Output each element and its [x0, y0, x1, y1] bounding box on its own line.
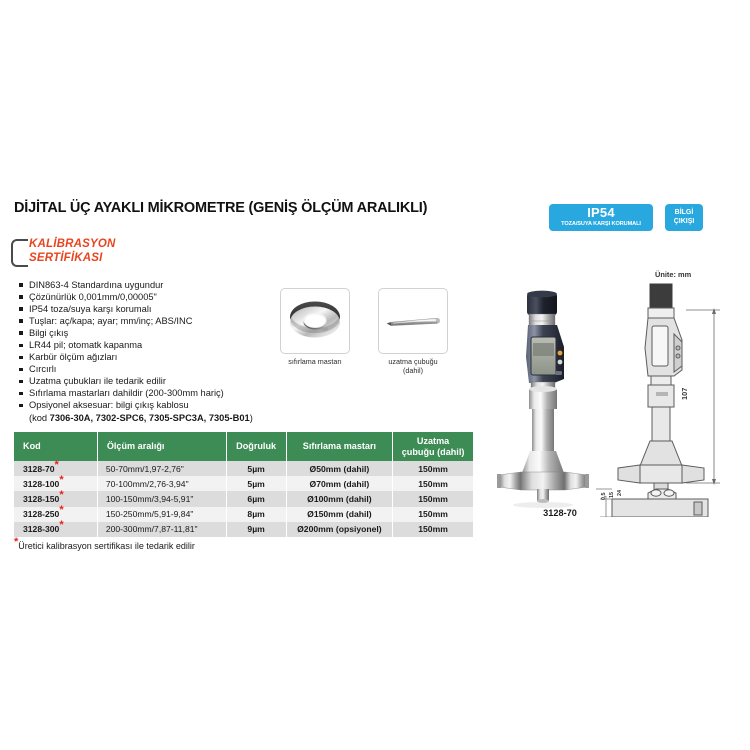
feature-item: [18, 279, 288, 291]
bullet-icon: [19, 356, 23, 360]
cell-olcum-araligi: 100-150mm/3,94-5,91": [97, 491, 226, 506]
cell-mastar-value: Ø100mm (dahil): [307, 493, 372, 504]
bullet-icon: [19, 392, 23, 396]
cell-dogruluk: 8µm: [226, 507, 286, 522]
cell-kod: [14, 473, 97, 491]
table-footnote: [14, 536, 195, 551]
product-photo-caption: 3128-70: [543, 508, 577, 518]
setting-ring-image: [281, 289, 349, 353]
feature-item-label: Opsiyonel aksesuar: bilgi çıkış kablosu: [29, 400, 189, 411]
cell-olcum-araligi: 50-70mm/1,97-2,76": [97, 461, 226, 476]
calibration-logo-text: [29, 238, 116, 265]
feature-item: [18, 327, 288, 339]
cell-sifirlama-mastari: [286, 491, 392, 506]
page-title: DİJİTAL ÜÇ AYAKLI MİKROMETRE (GENİŞ ÖLÇÜM ARALIKLI): [14, 200, 428, 216]
cell-kod-value: 3128-300: [23, 524, 60, 535]
drawing-unit-label: Ünite: mm: [655, 270, 692, 279]
cell-mastar-value: Ø200mm: [297, 524, 336, 535]
bullet-icon: [19, 319, 23, 323]
row-asterisk: *: [59, 504, 64, 517]
feature-item-label: Uzatma çubukları ile tedarik edilir: [29, 376, 166, 387]
bullet-icon: [19, 380, 23, 384]
cell-mastar-value: Ø70mm (dahil): [309, 478, 370, 489]
cell-dogruluk: 5µm: [226, 476, 286, 491]
cell-dogruluk: 9µm: [226, 522, 286, 537]
bullet-icon: [19, 404, 23, 408]
cell-uzatma-cubugu: 150mm: [393, 507, 473, 522]
feature-item: [18, 303, 288, 315]
feature-item: [18, 387, 288, 399]
column-header-sifirlama-mastari: Sıfırlama mastarı: [286, 432, 392, 461]
accessory-codes-values: 7306-30A, 7302-SPC6, 7305-SPC3A, 7305-B01: [49, 412, 250, 423]
row-asterisk: *: [59, 519, 64, 532]
feature-item: [18, 363, 288, 375]
feature-item: [18, 315, 288, 327]
drawing-dimension-height: 107: [680, 387, 689, 400]
cell-uzatma-cubugu: 150mm: [393, 461, 473, 476]
cell-uzatma-cubugu: 150mm: [393, 491, 473, 506]
data-output-badge-line2: ÇIKIŞI: [673, 218, 695, 225]
accessory-codes-suffix: ): [249, 412, 253, 423]
extension-rod-caption-line1: uzatma çubuğu: [388, 357, 438, 366]
extension-rod-caption: [378, 357, 448, 375]
cell-mastar-note: (opsiyonel): [335, 524, 382, 535]
table-header-row: [14, 432, 473, 461]
cell-dogruluk: 5µm: [226, 461, 286, 476]
drawing-dimension-a: 0,5: [601, 492, 607, 500]
cell-kod-value: 3128-150: [23, 493, 60, 504]
feature-item-label: Karbür ölçüm ağızları: [29, 352, 118, 363]
feature-accessory-codes: [18, 412, 288, 424]
cell-mastar-value: Ø50mm (dahil): [309, 463, 370, 474]
table-row: [14, 491, 473, 506]
column-header-uzatma-line1: Uzatma: [416, 436, 450, 446]
feature-item: [18, 375, 288, 387]
cell-olcum-araligi: 70-100mm/2,76-3,94": [97, 476, 226, 491]
column-header-olcum-araligi: Ölçüm aralığı: [97, 432, 226, 461]
technical-drawing: [590, 262, 750, 517]
bullet-icon: [19, 331, 23, 335]
cell-kod: [14, 458, 97, 476]
cell-kod-value: 3128-250: [23, 509, 60, 520]
feature-item: [18, 399, 288, 411]
cell-sifirlama-mastari: [286, 476, 392, 491]
ip54-badge-subtitle: TOZA/SUYA KARŞI KORUMALI: [561, 221, 641, 227]
cell-olcum-araligi: 150-250mm/5,91-9,84": [97, 507, 226, 522]
feature-list: [18, 279, 288, 424]
column-header-uzatma-cubugu: [393, 432, 473, 461]
table-row: [14, 476, 473, 491]
drawing-dimension-b: 15: [609, 492, 615, 498]
cell-olcum-araligi: 200-300mm/7,87-11,81": [97, 522, 226, 537]
cell-kod-value: 3128-100: [23, 478, 60, 489]
footnote-text: Üretici kalibrasyon sertifikası ile tedarik edilir: [18, 541, 195, 551]
cell-sifirlama-mastari: [286, 461, 392, 476]
setting-ring-caption: sıfırlama mastarı: [288, 357, 342, 366]
bullet-icon: [19, 283, 23, 287]
column-header-kod: Kod: [14, 432, 97, 461]
feature-item-label: Çözünürlük 0,001mm/0,00005": [29, 292, 157, 303]
cell-mastar-value: Ø150mm (dahil): [307, 509, 372, 520]
calibration-certificate-logo: [11, 238, 151, 270]
cell-dogruluk: 6µm: [226, 491, 286, 506]
extension-rod-caption-line2: (dahil): [403, 366, 423, 375]
row-asterisk: *: [59, 489, 64, 502]
cell-kod: [14, 519, 97, 537]
ip54-badge: [549, 204, 653, 231]
specification-table: [14, 432, 473, 537]
row-asterisk: *: [54, 458, 59, 471]
table-row: [14, 522, 473, 537]
bullet-icon: [19, 295, 23, 299]
table-row: [14, 461, 473, 476]
column-header-dogruluk: Doğruluk: [226, 432, 286, 461]
feature-item: [18, 291, 288, 303]
cell-kod: [14, 504, 97, 522]
column-header-uzatma-line2: çubuğu (dahil): [401, 446, 465, 457]
cell-kod-value: 3128-70: [23, 463, 55, 474]
feature-item: [18, 351, 288, 363]
feature-item-label: DIN863-4 Standardına uygundur: [29, 280, 164, 290]
cell-uzatma-cubugu: 150mm: [393, 476, 473, 491]
data-output-badge-line1: BİLGİ: [674, 209, 694, 216]
cell-sifirlama-mastari: [286, 522, 392, 537]
feature-item-label: Bilgi çıkış: [29, 328, 69, 339]
feature-item-label: IP54 toza/suya karşı korumalı: [29, 304, 152, 315]
feature-item-label: LR44 pil; otomatk kapanma: [29, 340, 143, 351]
table-body: [14, 458, 473, 537]
cell-sifirlama-mastari: [286, 507, 392, 522]
feature-item-label: Tuşlar: aç/kapa; ayar; mm/inç; ABS/INC: [29, 316, 193, 327]
calibration-logo-line2: SERTİFİKASI: [29, 251, 103, 264]
accessory-codes-prefix: (kod: [29, 412, 50, 423]
row-asterisk: *: [59, 473, 64, 486]
extension-rod-image: [379, 289, 447, 353]
table-header: [14, 432, 473, 461]
bullet-icon: [19, 307, 23, 311]
cell-kod: [14, 491, 97, 506]
bullet-icon: [19, 368, 23, 372]
feature-item-label: Sıfırlama mastarları dahildir (200-300mm hariç): [29, 388, 224, 399]
ip54-badge-title: IP54: [587, 205, 615, 220]
feature-item-label: Cırcırlı: [29, 364, 57, 375]
bullet-icon: [19, 344, 23, 348]
table-row: [14, 507, 473, 522]
feature-item: [18, 339, 288, 351]
data-output-badge: [665, 204, 703, 231]
drawing-dimension-c: 24: [617, 490, 623, 496]
cell-uzatma-cubugu: 150mm: [393, 522, 473, 537]
extension-rod-thumbnail: [378, 288, 448, 354]
setting-ring-thumbnail: [280, 288, 350, 354]
footnote-asterisk: *: [14, 536, 19, 548]
calibration-logo-line1: KALİBRASYON: [29, 238, 116, 250]
